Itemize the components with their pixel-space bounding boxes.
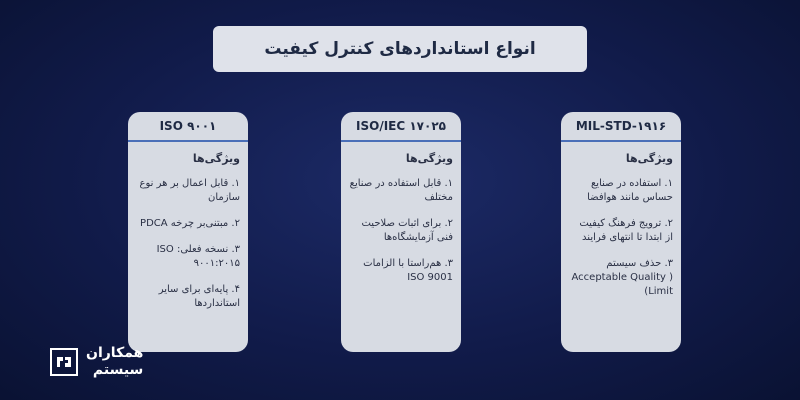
features-label: ویژگی‌ها: [192, 152, 240, 165]
card-heading: ISO ۹۰۰۱: [128, 112, 248, 142]
brand-logo: [50, 345, 143, 379]
logo-mark-icon: [50, 348, 78, 376]
feature-item: ۳. نسخه فعلی: ISO ۹۰۰۱:۲۰۱۵: [156, 244, 240, 269]
feature-item: ۱. قابل استفاده در صنایع مختلف: [349, 178, 453, 203]
card-iso-iec-17025: [341, 112, 461, 352]
feature-item: ۳. حذف سیستم Acceptable Quality ) (Limit: [571, 258, 673, 297]
card-mil-std-1916: [561, 112, 681, 352]
card-iso-9001: [128, 112, 248, 352]
features-label: ویژگی‌ها: [625, 152, 673, 165]
logo-line-2: سیستم: [92, 362, 144, 378]
feature-item: ۲. مبتنی‌بر چرخه PDCA: [140, 218, 240, 229]
feature-item: ۱. استفاده در صنایع حساس مانند هوافضا: [587, 178, 673, 203]
feature-item: ۴. پایه‌ای برای سایر استانداردها: [158, 284, 240, 309]
feature-item: ۱. قابل اعمال بر هر نوع سازمان: [139, 178, 240, 203]
features-label: ویژگی‌ها: [405, 152, 453, 165]
feature-item: ۲. ترویج فرهنگ کیفیت از ابتدا تا انتهای فرایند: [579, 218, 673, 243]
card-heading: MIL-STD-۱۹۱۶: [561, 112, 681, 142]
feature-item: ۲. برای اثبات صلاحیت فنی آزمایشگاه‌ها: [361, 218, 453, 243]
diagram-title: انواع استانداردهای کنترل کیفیت: [213, 26, 587, 72]
logo-line-1: همکاران: [86, 345, 144, 361]
card-heading: ISO/IEC ۱۷۰۲۵: [341, 112, 461, 142]
feature-item: ۳. هم‌راستا با الزامات ISO 9001: [363, 258, 453, 283]
